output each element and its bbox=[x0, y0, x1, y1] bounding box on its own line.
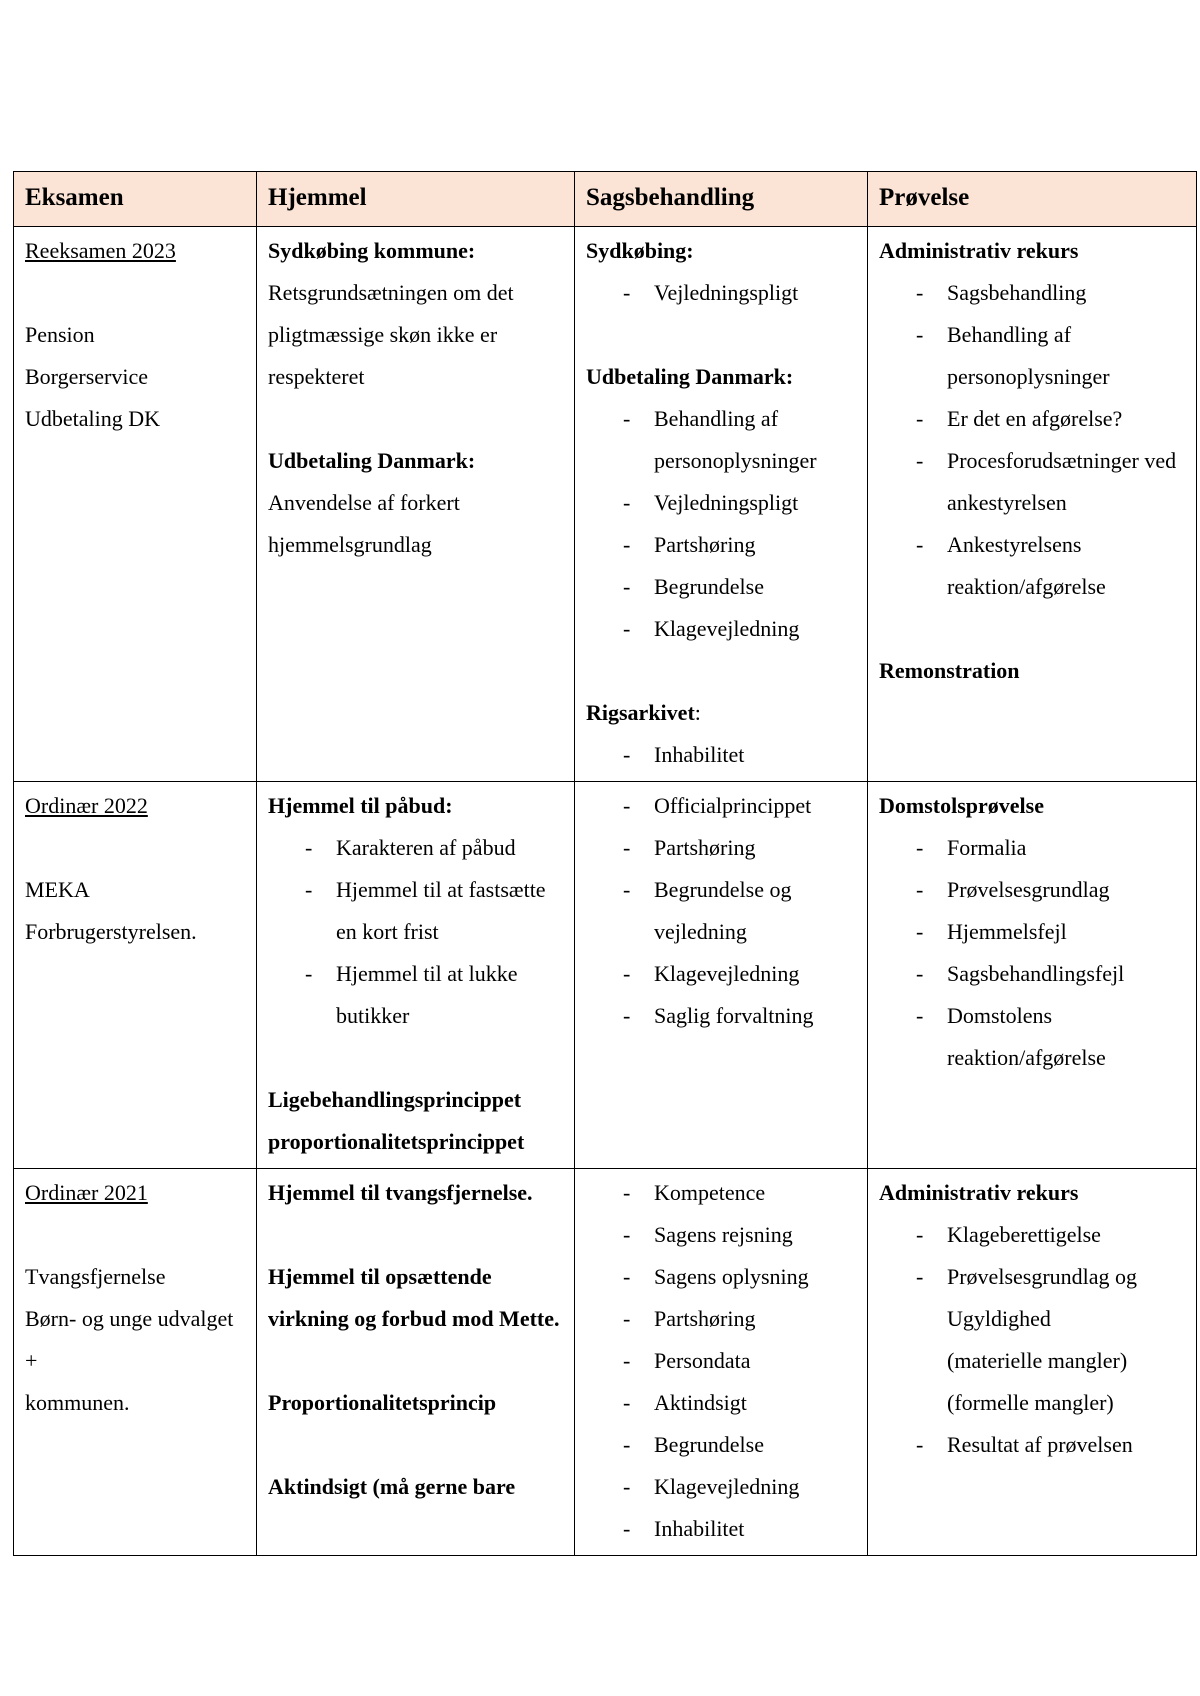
exam-line: Pension bbox=[25, 322, 95, 347]
list-item: - Prøvelsesgrundlag bbox=[879, 869, 1185, 911]
hjemmel-heading: Udbetaling Danmark: bbox=[268, 448, 476, 473]
list-item: - Klagevejledning bbox=[586, 953, 856, 995]
hjemmel-principle: Ligebehandlingsprincippet bbox=[268, 1087, 522, 1112]
sags-heading: Sydkøbing: bbox=[586, 238, 694, 263]
list-item: - Begrundelse bbox=[586, 566, 856, 608]
list-item: - Klagevejledning bbox=[586, 608, 856, 650]
list-item: - Klagevejledning bbox=[586, 1466, 856, 1508]
hjemmel-heading: Hjemmel til påbud: bbox=[268, 793, 453, 818]
provelse-heading: Domstolsprøvelse bbox=[879, 793, 1044, 818]
header-hjemmel: Hjemmel bbox=[257, 172, 575, 227]
sags-heading: Udbetaling Danmark: bbox=[586, 364, 794, 389]
exam-cell bbox=[14, 782, 257, 1169]
hjemmel-text: Retsgrundsætningen om det pligtmæssige skøn ikke er respekteret bbox=[268, 280, 514, 389]
list-item: - Partshøring bbox=[586, 827, 856, 869]
list-item: - Behandling af personoplysninger bbox=[586, 398, 856, 482]
list-item: - Saglig forvaltning bbox=[586, 995, 856, 1037]
exam-line: Børn- og unge udvalget + bbox=[25, 1306, 234, 1373]
hjemmel-text: Anvendelse af forkert hjemmelsgrundlag bbox=[268, 490, 460, 557]
list-item: - Behandling af personoplysninger bbox=[879, 314, 1185, 398]
list-item: - Resultat af prøvelsen bbox=[879, 1424, 1185, 1466]
provelse-heading: Administrativ rekurs bbox=[879, 1180, 1079, 1205]
exam-line: Tvangsfjernelse bbox=[25, 1264, 166, 1289]
hjemmel-heading: Hjemmel til opsættende virkning og forbud mod Mette. bbox=[268, 1264, 560, 1331]
exam-title: Ordinær 2022 bbox=[25, 793, 148, 818]
header-sagsbehandling: Sagsbehandling bbox=[575, 172, 868, 227]
hjemmel-heading: Hjemmel til tvangsfjernelse. bbox=[268, 1180, 533, 1205]
hjemmel-heading: Aktindsigt (må gerne bare bbox=[268, 1474, 516, 1499]
exam-cell bbox=[14, 227, 257, 782]
hjemmel-principle: proportionalitetsprincippet bbox=[268, 1129, 525, 1154]
list-item: - Hjemmel til at lukke butikker bbox=[268, 953, 563, 1037]
provelse-heading: Administrativ rekurs bbox=[879, 238, 1079, 263]
exam-line: MEKA bbox=[25, 877, 90, 902]
list-item: - Officialprincippet bbox=[586, 785, 856, 827]
sagsbehandling-cell bbox=[575, 1169, 868, 1556]
list-item: - Sagsbehandlingsfejl bbox=[879, 953, 1185, 995]
list-item: - Persondata bbox=[586, 1340, 856, 1382]
hjemmel-cell bbox=[257, 227, 575, 782]
list-item: - Inhabilitet bbox=[586, 1508, 856, 1550]
sags-heading-rigsarkivet: Rigsarkivet: bbox=[586, 700, 701, 725]
sagsbehandling-cell bbox=[575, 782, 868, 1169]
provelse-cell bbox=[868, 1169, 1197, 1556]
list-item: - Prøvelsesgrundlag og Ugyldighed (materielle mangler) (formelle mangler) bbox=[879, 1256, 1185, 1424]
provelse-cell bbox=[868, 782, 1197, 1169]
list-item: - Hjemmel til at fastsætte en kort frist bbox=[268, 869, 563, 953]
exam-table bbox=[13, 171, 1197, 1556]
header-eksamen: Eksamen bbox=[14, 172, 257, 227]
table-row bbox=[14, 782, 1197, 1169]
hjemmel-cell bbox=[257, 782, 575, 1169]
list-item: - Hjemmelsfejl bbox=[879, 911, 1185, 953]
exam-line: Udbetaling DK bbox=[25, 406, 161, 431]
header-row bbox=[14, 172, 1197, 227]
list-item: - Sagens rejsning bbox=[586, 1214, 856, 1256]
list-item: - Vejledningspligt bbox=[586, 272, 856, 314]
list-item: - Domstolens reaktion/afgørelse bbox=[879, 995, 1185, 1079]
list-item: - Sagsbehandling bbox=[879, 272, 1185, 314]
list-item: - Begrundelse og vejledning bbox=[586, 869, 856, 953]
list-item: - Sagens oplysning bbox=[586, 1256, 856, 1298]
provelse-cell bbox=[868, 227, 1197, 782]
list-item: - Formalia bbox=[879, 827, 1185, 869]
exam-line: Forbrugerstyrelsen. bbox=[25, 919, 197, 944]
hjemmel-heading: Proportionalitetsprincip bbox=[268, 1390, 497, 1415]
list-item: - Er det en afgørelse? bbox=[879, 398, 1185, 440]
table-row bbox=[14, 227, 1197, 782]
exam-line: Borgerservice bbox=[25, 364, 148, 389]
sagsbehandling-cell bbox=[575, 227, 868, 782]
list-item: - Karakteren af påbud bbox=[268, 827, 563, 869]
list-item: - Procesforudsætninger ved ankestyrelsen bbox=[879, 440, 1185, 524]
provelse-heading: Remonstration bbox=[879, 658, 1020, 683]
exam-title: Ordinær 2021 bbox=[25, 1180, 148, 1205]
list-item: - Begrundelse bbox=[586, 1424, 856, 1466]
exam-cell bbox=[14, 1169, 257, 1556]
list-item: - Partshøring bbox=[586, 524, 856, 566]
list-item: - Ankestyrelsens reaktion/afgørelse bbox=[879, 524, 1185, 608]
list-item: - Aktindsigt bbox=[586, 1382, 856, 1424]
list-item: - Partshøring bbox=[586, 1298, 856, 1340]
list-item: - Klageberettigelse bbox=[879, 1214, 1185, 1256]
list-item: - Vejledningspligt bbox=[586, 482, 856, 524]
exam-title: Reeksamen 2023 bbox=[25, 238, 176, 263]
list-item: - Inhabilitet bbox=[586, 734, 856, 776]
list-item: - Kompetence bbox=[586, 1172, 856, 1214]
hjemmel-cell bbox=[257, 1169, 575, 1556]
table-row bbox=[14, 1169, 1197, 1556]
exam-line: kommunen. bbox=[25, 1390, 130, 1415]
hjemmel-heading: Sydkøbing kommune: bbox=[268, 238, 476, 263]
header-provelse: Prøvelse bbox=[868, 172, 1197, 227]
